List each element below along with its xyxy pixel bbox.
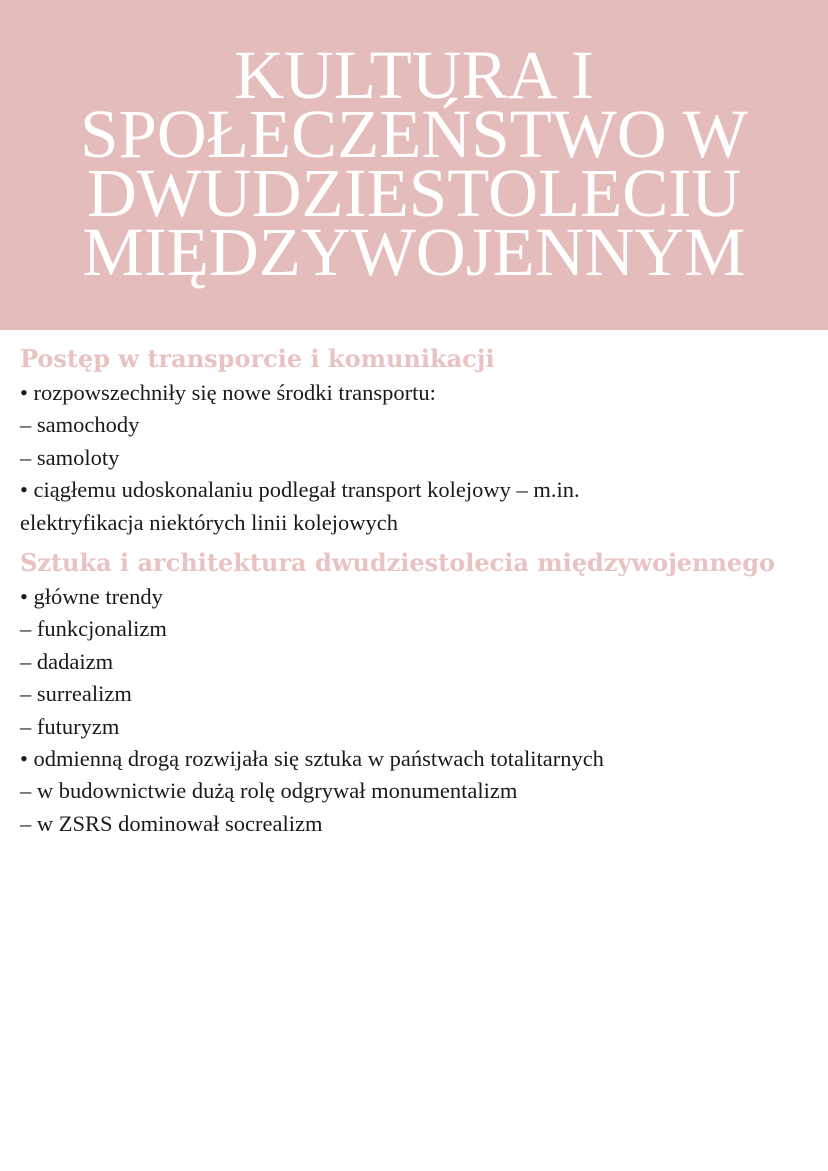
list-item: • ciągłemu udoskonalaniu podlegał transport kolejowy – m.in. xyxy=(20,477,580,503)
list-item: – samochody xyxy=(20,412,140,438)
title-banner xyxy=(0,0,828,330)
title-line: SPOŁECZEŃSTWO W xyxy=(80,96,748,172)
list-item: • odmienną drogą rozwijała się sztuka w państwach totalitarnych xyxy=(20,746,604,772)
title-line: KULTURA I xyxy=(234,37,594,113)
list-item: – w ZSRS dominował socrealizm xyxy=(20,810,323,836)
list-item: – futuryzm xyxy=(20,713,120,739)
section-heading: Sztuka i architektura dwudziestolecia międzywojennego xyxy=(20,548,775,578)
list-item: – surrealizm xyxy=(20,681,132,707)
section-transport xyxy=(20,341,810,539)
list-item: – samoloty xyxy=(20,444,120,470)
page-title xyxy=(0,37,828,290)
list-item: • rozpowszechniły się nowe środki transportu: xyxy=(20,380,436,405)
title-line: MIĘDZYWOJENNYM xyxy=(82,214,746,290)
title-line: DWUDZIESTOLECIU xyxy=(86,155,742,231)
section-heading: Postęp w transporcie i komunikacji xyxy=(20,344,495,373)
list-item: • główne trendy xyxy=(20,584,163,610)
document-body xyxy=(20,341,810,840)
list-item: – funkcjonalizm xyxy=(20,616,167,642)
list-item: – w budownictwie dużą rolę odgrywał monumentalizm xyxy=(20,778,518,804)
section-art xyxy=(20,545,810,840)
list-item: elektryfikacja niektórych linii kolejowych xyxy=(20,509,398,535)
list-item: – dadaizm xyxy=(20,648,114,674)
